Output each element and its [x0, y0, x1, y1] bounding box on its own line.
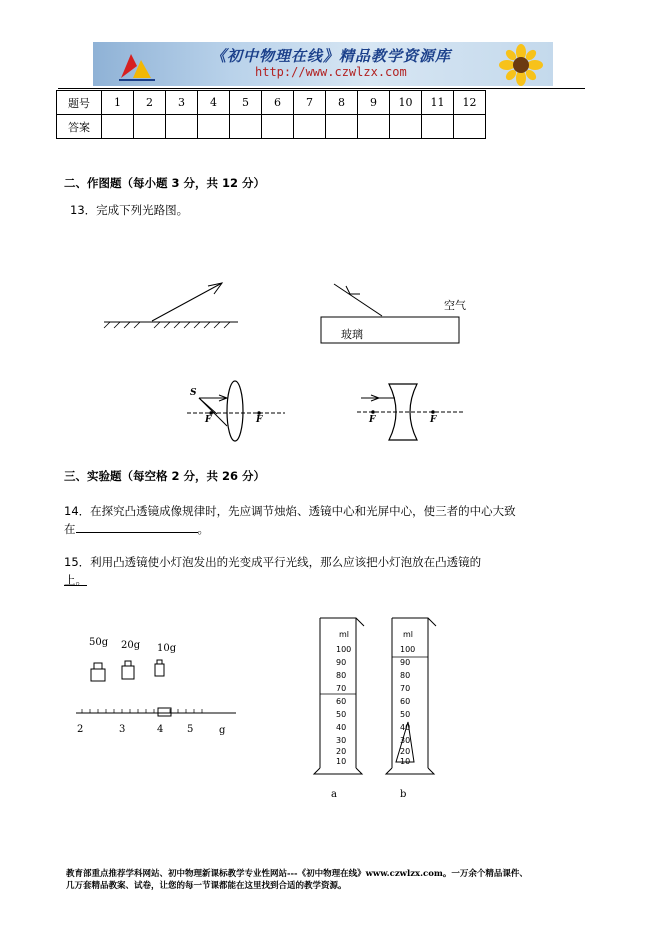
table-row	[57, 91, 486, 115]
cyl-a-tick-30: 30	[336, 736, 347, 745]
footer-line2: 几万套精品教案、试卷，让您的每一节课都能在这里找到合适的教学资源。	[66, 881, 347, 891]
cyl-b-tick-40: 40	[400, 723, 411, 732]
label-air: 空气	[444, 299, 466, 312]
table-cell: 2	[134, 91, 166, 115]
cylinder-b-label: b	[400, 789, 407, 800]
label-F-concave-right: F	[430, 415, 437, 425]
cylinder-a-unit: ml	[339, 630, 350, 639]
answer-table	[56, 90, 486, 139]
scale-tick-3: 3	[119, 724, 126, 735]
cylinder-a-label: a	[331, 789, 337, 800]
table-cell: 1	[102, 91, 134, 115]
banner-url: http://www.czwlzx.com	[255, 65, 407, 79]
cyl-a-tick-80: 80	[336, 671, 347, 680]
table-cell: 3	[166, 91, 198, 115]
cyl-b-tick-70: 70	[400, 684, 411, 693]
cyl-b-tick-20: 20	[400, 747, 411, 756]
answer-cell	[198, 115, 230, 139]
cyl-a-tick-20: 20	[336, 747, 347, 756]
cyl-b-tick-30: 30	[400, 736, 411, 745]
question-13: 13．完成下列光路图。	[70, 203, 189, 217]
cyl-a-tick-40: 40	[336, 723, 347, 732]
table-cell: 6	[262, 91, 294, 115]
label-S: S	[190, 388, 197, 398]
scale-tick-5: 5	[187, 724, 194, 735]
answer-cell	[358, 115, 390, 139]
q14-prefix: 在	[64, 522, 76, 536]
scale-unit-g: g	[219, 725, 226, 736]
weight-50g-label: 50g	[89, 637, 109, 648]
cyl-a-tick-70: 70	[336, 684, 347, 693]
question-14-line1: 14．在探究凸透镜成像规律时，先应调节烛焰、透镜中心和光屏中心，使三者的中心大致	[64, 504, 516, 518]
header-banner	[93, 42, 553, 86]
section2-heading: 二、作图题（每小题 3 分，共 12 分）	[64, 176, 266, 190]
footer-line1: 教育部重点推荐学科网站、初中物理新课标教学专业性网站---《初中物理在线》www.czwlzx.com。一万余个精品课件、	[66, 869, 528, 879]
answer-cell	[422, 115, 454, 139]
cylinders-figure	[312, 614, 442, 780]
scale-tick-2: 2	[77, 724, 84, 735]
answer-cell	[166, 115, 198, 139]
table-cell: 12	[454, 91, 486, 115]
section3-heading: 三、实验题（每空格 2 分，共 26 分）	[64, 469, 266, 483]
concave-lens-diagram	[355, 378, 467, 444]
question-15-line2: 上。	[64, 573, 87, 587]
answer-cell	[294, 115, 326, 139]
answer-cell	[262, 115, 294, 139]
answer-cell	[326, 115, 358, 139]
q14-blank[interactable]	[76, 520, 198, 533]
banner-title: 《初中物理在线》精品教学资源库	[211, 47, 452, 65]
convex-lens-diagram	[185, 378, 287, 444]
table-row	[57, 115, 486, 139]
table-cell: 9	[358, 91, 390, 115]
reflection-diagram	[100, 278, 242, 330]
logo-icon	[117, 48, 157, 82]
cyl-b-tick-100: 100	[400, 645, 416, 654]
weight-10g-label: 10g	[157, 643, 177, 654]
table-cell: 10	[390, 91, 422, 115]
q14-suffix: 。	[197, 522, 209, 536]
cyl-a-tick-60: 60	[336, 697, 347, 706]
cyl-b-tick-50: 50	[400, 710, 411, 719]
label-F-concave-left: F	[369, 415, 376, 425]
header-rule	[58, 88, 585, 89]
cyl-b-tick-80: 80	[400, 671, 411, 680]
answer-cell	[102, 115, 134, 139]
scale-tick-4: 4	[157, 724, 164, 735]
label-F-left: F	[205, 415, 212, 425]
table-cell: 8	[326, 91, 358, 115]
question-14-line2	[64, 520, 209, 537]
cyl-a-tick-50: 50	[336, 710, 347, 719]
sunflower-icon	[493, 44, 549, 86]
cyl-b-tick-10: 10	[400, 757, 411, 766]
answer-cell	[134, 115, 166, 139]
cyl-b-tick-60: 60	[400, 697, 411, 706]
question-15-line1: 15．利用凸透镜使小灯泡发出的光变成平行光线，那么应该把小灯泡放在凸透镜的	[64, 555, 482, 569]
cylinder-b-unit: ml	[403, 630, 414, 639]
weight-20g-label: 20g	[121, 640, 141, 651]
cyl-a-tick-100: 100	[336, 645, 352, 654]
label-glass: 玻璃	[341, 328, 363, 341]
cyl-a-tick-90: 90	[336, 658, 347, 667]
answer-cell	[230, 115, 262, 139]
label-F-right: F	[256, 415, 263, 425]
balance-figure	[74, 650, 242, 722]
answer-cell	[454, 115, 486, 139]
table-cell: 11	[422, 91, 454, 115]
table-cell: 7	[294, 91, 326, 115]
table-cell: 4	[198, 91, 230, 115]
row-label-number: 题号	[57, 91, 102, 115]
cyl-a-tick-10: 10	[336, 757, 347, 766]
row-label-answer: 答案	[57, 115, 102, 139]
cyl-b-tick-90: 90	[400, 658, 411, 667]
answer-cell	[390, 115, 422, 139]
table-cell: 5	[230, 91, 262, 115]
